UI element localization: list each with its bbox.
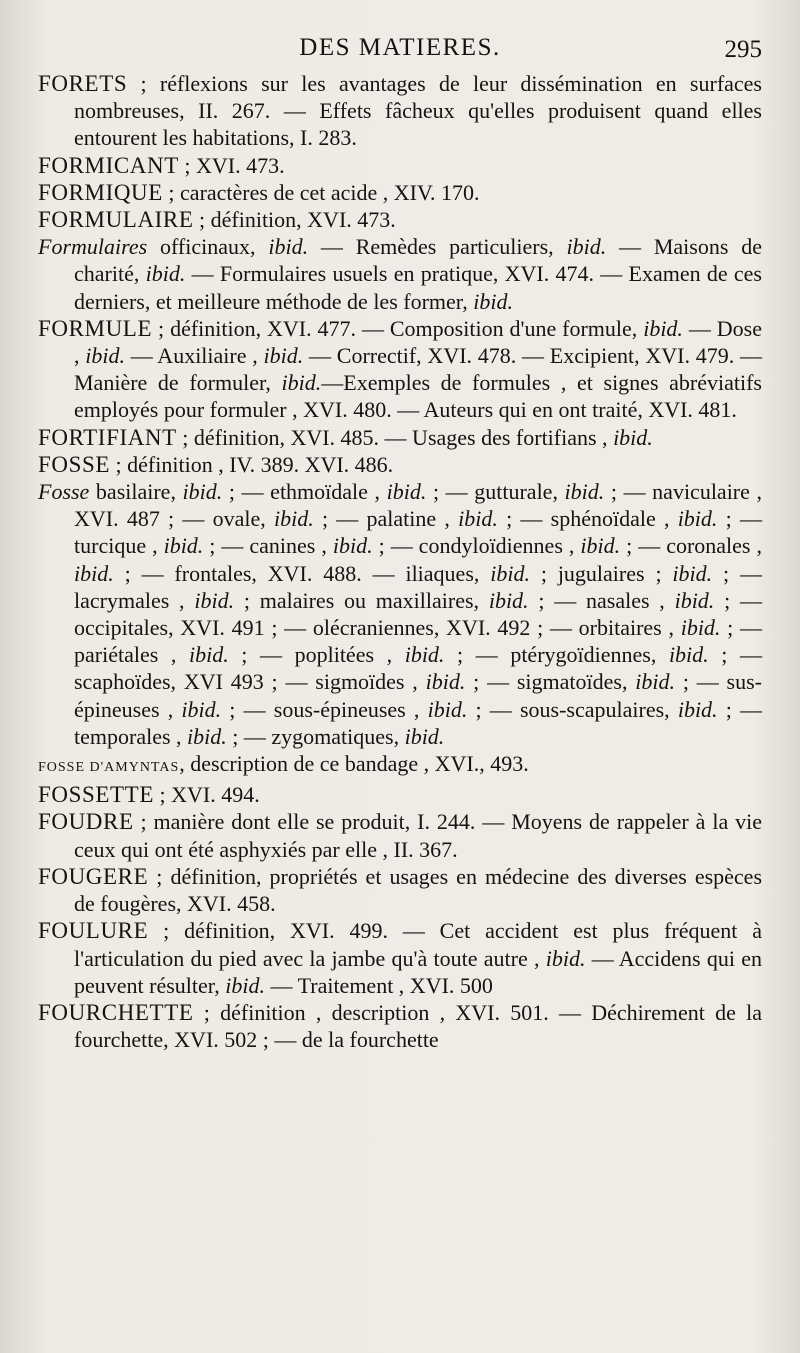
index-entry-formique — [38, 179, 762, 206]
entry-italic-text: ibid. — [263, 343, 304, 369]
entry-italic-text: ibid. — [268, 234, 309, 260]
entry-text: ; — sigmatoïdes, — [465, 669, 636, 695]
entry-italic-text: ibid. — [613, 424, 653, 450]
entry-italic-text: ibid. — [564, 479, 605, 505]
entry-text: — Accidens qui en peuvent résulter, — [74, 945, 762, 998]
entry-text: ; — ptérygoïdiennes, — [444, 642, 669, 668]
entry-text: — Correctif, XVI. 478. — Excipient, XVI. 479. — Manière de formuler, — [74, 343, 762, 396]
entry-headword: FORETS — [38, 71, 128, 96]
entry-text: ; manière dont elle se produit, I. 244. — Moyens de rappeler à la vie ceux qui ont été asphyxiés par elle , II. 367. — [74, 809, 762, 862]
entry-text: , description de ce bandage , XVI., 493. — [179, 751, 529, 777]
entry-text: — Auxiliaire , — [125, 343, 264, 369]
entry-italic-text: ibid. — [181, 696, 222, 722]
entry-italic-text: ibid. — [488, 587, 529, 613]
entry-italic-text: ibid. — [332, 533, 373, 559]
entry-text: ; malaires ou maxillaires, — [234, 587, 489, 613]
index-entry-fosse-damyntas — [38, 750, 762, 781]
entry-italic-text: ibid. — [545, 945, 586, 971]
entry-text: — Formulaires usuels en pratique, XVI. 474. — Examen de ces derniers, et meilleure méthode de les former, — [74, 261, 762, 314]
index-entry-fougere — [38, 863, 762, 917]
entry-italic-text: ibid. — [281, 370, 322, 396]
entry-text: ; — sphénoïdale , — [497, 506, 678, 532]
entry-italic-text: ibid. — [458, 506, 498, 532]
entry-italic-text: ibid. — [225, 972, 265, 998]
entry-text: ; jugulaires ; — [529, 560, 673, 586]
entry-text: — Traitement , XVI. 500 — [264, 972, 493, 998]
entry-headword: FOSSETTE — [38, 782, 154, 808]
entry-text: ; réflexions sur les avantages de leur dissémination en surfaces nombreuses, II. 267. — Effets fâcheux qu'elles produisent quand elles entourent les habitations, I. 283. — [74, 71, 762, 151]
entry-text: basilaire, — [89, 479, 183, 505]
entry-italic-text: ibid. — [182, 479, 223, 505]
index-entry-foudre — [38, 808, 762, 862]
entry-italic-text: ibid. — [425, 669, 466, 695]
entry-text: ; — turcique , — [74, 506, 762, 559]
entry-italic-text: ibid. — [145, 261, 186, 287]
entry-text: — Dose , — [74, 315, 762, 369]
entry-text: ; — pariétales , — [74, 615, 762, 668]
entry-italic-text: ibid. — [194, 587, 235, 613]
entry-italic-text: ibid. — [566, 234, 607, 260]
entry-text: ; — zygomatiques, — [226, 723, 405, 749]
entry-text: ; définition , description , XVI. 501. — Déchirement de la fourchette, XVI. 502 ; — de la fourchette — [74, 999, 762, 1053]
entry-text: ; définition, XVI. 485. — Usages des fortifians , — [176, 424, 614, 450]
index-entry-forets — [38, 70, 762, 152]
entry-headword: FORMULE — [38, 315, 153, 341]
index-entry-fosse — [38, 451, 762, 478]
entry-headword: FORMICANT — [38, 152, 179, 178]
entry-italic-text: ibid. — [427, 696, 468, 722]
entry-text: ; définition , IV. 389. XVI. 486. — [110, 451, 394, 477]
entry-headword: FOUGERE — [38, 863, 149, 889]
entry-italic-text: ibid. — [163, 533, 204, 559]
entry-italic-text: ibid. — [677, 506, 718, 532]
index-entry-fosse-basilaire — [38, 478, 762, 750]
index-entry-foulure — [38, 917, 762, 999]
entry-headword: FOUDRE — [38, 809, 134, 835]
entry-italic-text: Fosse — [38, 479, 90, 505]
entry-text: ; — condyloïdiennes , — [372, 533, 581, 559]
entry-italic-text: ibid. — [643, 315, 683, 341]
entry-text: ; — palatine , — [313, 506, 459, 532]
entry-text: ; — naviculaire , XVI. 487 ; — ovale, — [74, 479, 762, 532]
entry-italic-text: ibid. — [404, 642, 445, 668]
entry-italic-text: ibid. — [404, 723, 445, 749]
entry-italic-text: ibid. — [580, 533, 621, 559]
entry-headword: FOULURE — [38, 918, 149, 944]
entry-italic-text: ibid. — [188, 642, 229, 668]
page-number: 295 — [724, 36, 762, 63]
entry-text: ; — occipitales, XVI. 491 ; — olécraniennes, XVI. 492 ; — orbitaires , — [74, 587, 762, 641]
entry-text: ; définition, propriétés et usages en médecine des diverses espèces de fougères, XVI. 458. — [74, 863, 762, 917]
entry-text: ; — gutturale, — [426, 479, 565, 505]
entry-text: ; — ethmoïdale , — [222, 479, 387, 505]
entry-italic-text: ibid. — [668, 642, 709, 668]
entry-italic-text: ibid. — [672, 560, 713, 586]
entry-italic-text: ibid. — [187, 723, 227, 749]
index-entry-formule — [38, 315, 762, 424]
entry-text: — Remèdes particuliers, — [308, 234, 567, 260]
index-entry-fourchette — [38, 999, 762, 1053]
entry-text: ; — lacrymales , — [74, 560, 762, 613]
entry-text: ; définition, XVI. 499. — Cet accident est plus fréquent à l'articulation du pied avec la jambe qu'à toute autre , — [74, 918, 762, 971]
entry-text: ; — sous-épineuses , — [221, 696, 428, 722]
index-entry-fossette — [38, 781, 762, 808]
index-entry-fortifiant — [38, 424, 762, 451]
index-entry-formulaire — [38, 206, 762, 233]
entry-headword: FORMIQUE — [38, 179, 163, 205]
entry-text: ; — sous-scapulaires, — [467, 696, 678, 722]
index-entry-formulaires-officinaux — [38, 233, 762, 315]
entry-text: ; XVI. 494. — [153, 782, 260, 808]
entry-text: ; — coronales , — [620, 533, 762, 559]
index-entries — [38, 70, 762, 1053]
entry-text: ; — sus-épineuses , — [74, 669, 762, 722]
entry-text: ; caractères de cet acide , XIV. 170. — [162, 179, 480, 205]
entry-text: ; — nasales , — [528, 587, 675, 613]
page-header — [38, 30, 762, 70]
entry-text: ; XVI. 473. — [178, 152, 285, 178]
entry-text: ; — canines , — [203, 533, 333, 559]
entry-italic-text: ibid. — [677, 696, 718, 722]
entry-text: —Exemples de formules , et signes abréviatifs employés pour formuler , XVI. 480. — Auteurs qui en ont traité, XVI. 481. — [74, 370, 762, 423]
entry-italic-text: ibid. — [635, 669, 676, 695]
entry-text: officinaux, — [147, 234, 269, 260]
running-head: DES MATIERES. — [299, 34, 501, 61]
index-entry-formicant — [38, 152, 762, 179]
entry-text: ; — frontales, XVI. 488. — iliaques, — [113, 560, 491, 586]
entry-italic-text: ibid. — [490, 560, 530, 586]
entry-text: ; — poplitées , — [228, 642, 405, 668]
entry-headword: FOSSE D'AMYNTAS — [38, 760, 180, 776]
entry-italic-text: ibid. — [274, 506, 314, 532]
entry-text: ; — scaphoïdes, XVI 493 ; — sigmoïdes , — [74, 642, 762, 695]
entry-italic-text: ibid. — [674, 587, 715, 613]
entry-italic-text: ibid. — [473, 288, 513, 314]
entry-text: — Maisons de charité, — [74, 234, 762, 287]
entry-italic-text: Formulaires — [38, 234, 148, 260]
entry-text: ; définition, XVI. 477. — Composition d'une formule, — [152, 315, 644, 341]
entry-italic-text: ibid. — [74, 560, 114, 586]
entry-headword: FORTIFIANT — [38, 424, 177, 450]
entry-text: ; — temporales , — [74, 696, 763, 749]
entry-headword: FOSSE — [38, 451, 111, 477]
entry-italic-text: ibid. — [85, 343, 125, 369]
entry-italic-text: ibid. — [680, 615, 721, 641]
entry-italic-text: ibid. — [386, 479, 427, 505]
entry-text: ; définition, XVI. 473. — [193, 207, 396, 233]
entry-headword: FOURCHETTE — [38, 999, 194, 1025]
entry-headword: FORMULAIRE — [38, 207, 194, 233]
